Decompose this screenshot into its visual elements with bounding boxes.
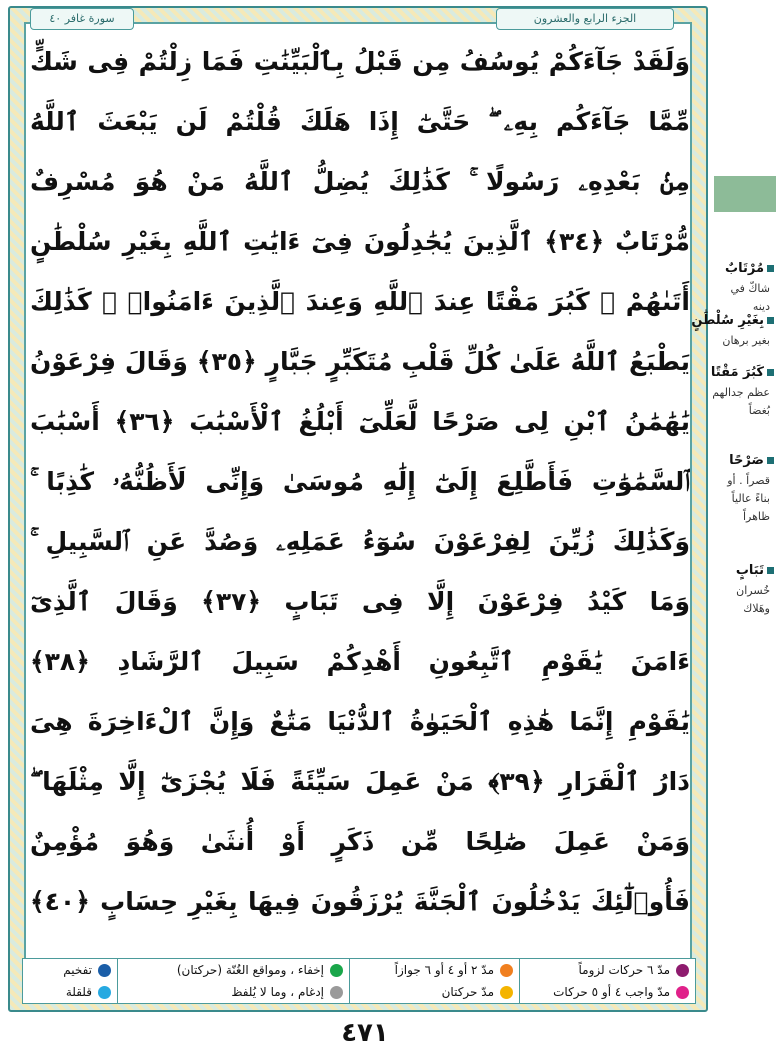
glossary-meaning: شاكّ في دينه	[730, 282, 770, 313]
glossary-word	[712, 560, 774, 582]
juz-label: الجزء الرابع والعشرون	[496, 8, 674, 30]
text-line-7: يَٰهَٰمَٰنُ ٱبْنِ لِى صَرْحًا لَّعَلِّىٓ أَبْلُغُ ٱلْأَسْبَٰبَ ﴿٣٦﴾ أَسْبَٰبَ	[30, 407, 690, 436]
text-line-3: مِنۢ بَعْدِهِۦ رَسُولًا ۚ كَذَٰلِكَ يُضِلُّ ٱللَّهُ مَنْ هُوَ مُسْرِفٌ	[30, 167, 690, 196]
legend-item	[23, 959, 117, 981]
glossary-word-text: بِغَيْرِ سُلْطَٰنٍ	[691, 313, 764, 328]
legend-text: قلقلة	[65, 985, 92, 999]
text-line-6: يَطْبَعُ ٱللَّهُ عَلَىٰ كُلِّ قَلْبِ مُتَكَبِّرٍ جَبَّارٍ ﴿٣٥﴾ وَقَالَ فِرْعَوْنُ	[30, 347, 690, 376]
text-line-11: ءَامَنَ يَٰقَوْمِ ٱتَّبِعُونِ أَهْدِكُمْ سَبِيلَ ٱلرَّشَادِ ﴿٣٨﴾	[30, 647, 690, 676]
bullet-square-icon	[767, 369, 774, 376]
legend-dot-icon	[676, 964, 689, 977]
text-line-1: وَلَقَدْ جَآءَكُمْ يُوسُفُ مِن قَبْلُ بِٱلْبَيِّنَٰتِ فَمَا زِلْتُمْ فِى شَكٍّ	[30, 47, 690, 76]
text-line-14: وَمَنْ عَمِلَ صَٰلِحًا مِّن ذَكَرٍ أَوْ أُنثَىٰ وَهُوَ مُؤْمِنٌ	[30, 827, 690, 856]
legend-dot-icon	[330, 964, 343, 977]
glossary-word-text: تَبَابٍ	[735, 563, 764, 578]
text-line-4: مُّرْتَابٌ ﴿٣٤﴾ ٱلَّذِينَ يُجَٰدِلُونَ فِىٓ ءَايَٰتِ ٱللَّهِ بِغَيْرِ سُلْطَٰنٍ	[30, 227, 690, 256]
text-line-9: وَكَذَٰلِكَ زُيِّنَ لِفِرْعَوْنَ سُوٓءُ عَمَلِهِۦ وَصُدَّ عَنِ ٱلسَّبِيلِ ۚ	[30, 527, 690, 556]
bullet-square-icon	[767, 457, 774, 464]
glossary-word-text: مُرْتَابٌ	[725, 261, 764, 276]
glossary-word	[712, 258, 774, 280]
glossary-meaning: قصراً . أو بناءً عالياً ظاهراً	[727, 474, 770, 523]
legend-item	[520, 959, 695, 981]
glossary-word	[712, 450, 774, 472]
legend-column-1	[519, 959, 695, 1003]
legend-item	[23, 981, 117, 1003]
legend-dot-icon	[500, 986, 513, 999]
legend-text: مدّ واجب ٤ أو ٥ حركات	[553, 985, 670, 999]
bullet-square-icon	[767, 265, 774, 272]
glossary-word	[712, 362, 774, 384]
text-line-15: فَأُو۟لَٰٓئِكَ يَدْخُلُونَ ٱلْجَنَّةَ يُرْزَقُونَ فِيهَا بِغَيْرِ حِسَابٍ ﴿٤٠﴾	[30, 887, 690, 916]
text-line-2: مِّمَّا جَآءَكُم بِهِۦ ۖ حَتَّىٰٓ إِذَا هَلَكَ قُلْتُمْ لَن يَبْعَثَ ٱللَّهُ	[30, 107, 690, 136]
legend-text: مدّ حركتان	[441, 985, 494, 999]
legend-dot-icon	[98, 964, 111, 977]
legend-column-4	[23, 959, 117, 1003]
glossary-word-text: كَبُرَ مَقْتًا	[710, 365, 764, 380]
text-line-13: دَارُ ٱلْقَرَارِ ﴿٣٩﴾ مَنْ عَمِلَ سَيِّئَةً فَلَا يُجْزَىٰٓ إِلَّا مِثْلَهَا ۖ	[30, 767, 690, 796]
bullet-square-icon	[767, 567, 774, 574]
legend-dot-icon	[330, 986, 343, 999]
legend-text: إدغام ، وما لا يُلفظ	[231, 985, 324, 999]
text-line-8: ٱلسَّمَٰوَٰتِ فَأَطَّلِعَ إِلَىٰٓ إِلَٰهِ مُوسَىٰ وَإِنِّى لَأَظُنُّهُۥ كَٰذِبًا ۚ	[30, 467, 690, 496]
legend-column-3	[117, 959, 349, 1003]
legend-dot-icon	[676, 986, 689, 999]
text-line-5: أَتَىٰهُمْ ۖ كَبُرَ مَقْتًا عِندَ ٱللَّهِ وَعِندَ ٱلَّذِينَ ءَامَنُوا۟ ۚ كَذَٰلِكَ	[30, 287, 690, 316]
glossary-meaning: بغير برهان	[722, 334, 770, 347]
tajweed-legend	[22, 958, 696, 1004]
side-color-tab	[714, 176, 776, 212]
legend-dot-icon	[500, 964, 513, 977]
glossary-entry	[712, 258, 774, 316]
legend-column-2	[349, 959, 519, 1003]
legend-item	[118, 981, 349, 1003]
text-line-12: يَٰقَوْمِ إِنَّمَا هَٰذِهِ ٱلْحَيَوٰةُ ٱلدُّنْيَا مَتَٰعٌ وَإِنَّ ٱلْءَاخِرَةَ هِىَ	[30, 707, 690, 736]
page-number: ٤٧١	[341, 1018, 389, 1048]
quran-text-block	[30, 34, 690, 946]
legend-text: تفخيم	[63, 963, 92, 977]
glossary-entry	[712, 560, 774, 618]
legend-item	[118, 959, 349, 981]
glossary-word	[691, 310, 774, 332]
surah-label: سورة غافر ٤٠	[30, 8, 134, 30]
legend-item	[350, 959, 519, 981]
glossary-meaning: عظم جدالهم بُغضاً	[712, 386, 770, 417]
glossary-entry	[712, 450, 774, 526]
bullet-square-icon	[767, 317, 774, 324]
legend-dot-icon	[98, 986, 111, 999]
legend-text: مدّ ٦ حركات لزوماً	[578, 963, 670, 977]
legend-item	[350, 981, 519, 1003]
legend-text: إخفاء ، ومواقع الغُنّة (حركتان)	[176, 963, 324, 977]
glossary-meaning: خُسران وهَلاك	[736, 584, 770, 615]
legend-item	[520, 981, 695, 1003]
text-line-10: وَمَا كَيْدُ فِرْعَوْنَ إِلَّا فِى تَبَابٍ ﴿٣٧﴾ وَقَالَ ٱلَّذِىٓ	[30, 587, 690, 616]
glossary-word-text: صَرْحًا	[729, 453, 764, 468]
glossary-entry	[712, 362, 774, 420]
legend-text: مدّ ٢ أو ٤ أو ٦ جوازاً	[394, 963, 494, 977]
glossary-entry	[691, 310, 774, 350]
